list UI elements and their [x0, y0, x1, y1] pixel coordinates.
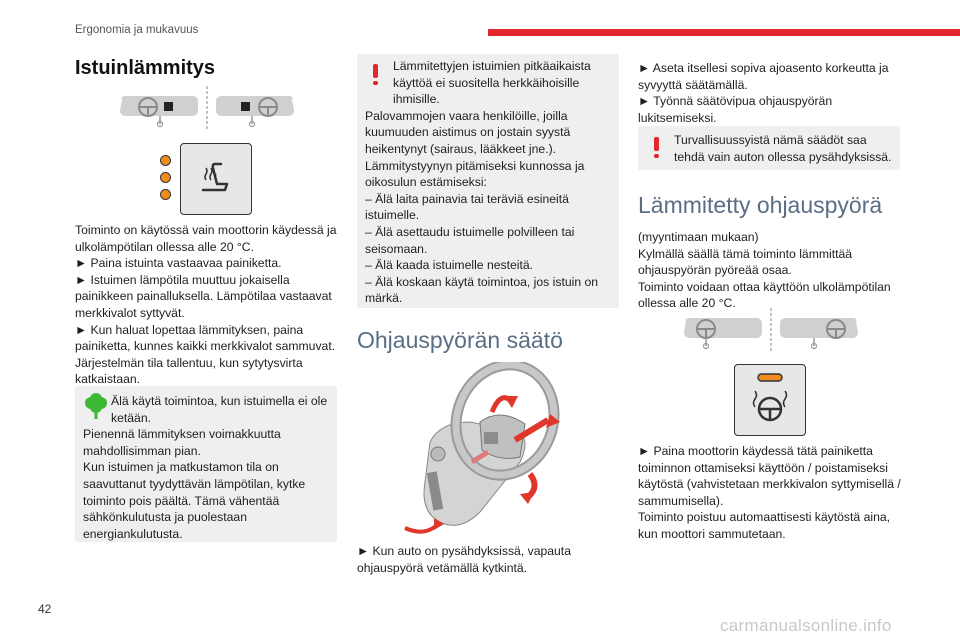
instruction-step: ► Paina istuinta vastaavaa painiketta. [75, 256, 282, 271]
paragraph: Toiminto on käytössä vain moottorin käydessä ja ulkolämpötilan ollessa alle 20 °C. [75, 223, 337, 254]
note-line: – Älä laita painavia tai teräviä esineitä istuimelle. [365, 191, 569, 223]
instruction-step: ► Aseta itsellesi sopiva ajoasento korkeutta ja syvyyttä säätämällä. [638, 61, 889, 92]
paragraph: Toiminto voidaan ottaa käyttöön ulkolämpötilan ollessa alle 20 °C. [638, 279, 891, 311]
lhd-rhd-diagram [676, 308, 866, 352]
steering-wheel-right-icon [216, 96, 294, 127]
note-line: Palovammojen vaara henkilöille, joilla kuumuuden aistimus on jostain syystä heikentynyt (sairaus, lääkkeet jne.). [365, 108, 571, 156]
heated-steering-wheel-button[interactable] [734, 364, 806, 436]
note-line: Älä käytä toimintoa, kun istuimella ei ole ketään. [111, 394, 328, 425]
instruction-step: ► Kun auto on pysähdyksissä, vapauta ohjauspyörä vetämällä kytkintä. [357, 544, 571, 575]
section-header: Ergonomia ja mukavuus [75, 24, 199, 36]
page-number: 42 [38, 602, 52, 616]
note-line: Kun istuimen ja matkustamon tila on saavuttanut tyydyttävän lämpötilan, kytke toiminto pois päältä. Tämä vähentää sähkönkulutusta ja puolestaan energiankulutusta. [83, 460, 306, 541]
steering-wheel-left-icon [120, 96, 198, 127]
section-title-steering-adjustment: Ohjauspyörän säätö [357, 327, 563, 353]
note-line: Lämmitystyynyn pitämiseksi kunnossa ja oikosulun estämiseksi: [365, 158, 585, 190]
instruction-step: ► Paina moottorin käydessä tätä painiketta toiminnon ottamiseksi käyttöön / poistamiseksi käytöstä (vahvistetaan merkkivalon syttymisellä / sammumisella). [638, 444, 901, 508]
eco-note-box [75, 386, 337, 542]
steering-adjustment-instructions [357, 543, 619, 576]
note-line: Pienennä lämmityksen voimakkuutta mahdollisimman pian. [83, 427, 281, 458]
paragraph: Kylmällä säällä tämä toiminto lämmittää ohjauspyörän pyöreää osaa. [638, 246, 853, 278]
seat-heating-instructions [75, 222, 340, 388]
steering-column-adjustment-icon [400, 362, 570, 538]
note-line: – Älä koskaan käytä toimintoa, jos istuin on märkä. [365, 274, 599, 306]
steering-wheel-right-icon [780, 318, 858, 349]
seat-heating-warning-box [357, 54, 619, 308]
heated-steering-wheel-intro [638, 229, 904, 312]
instruction-step: ► Istuimen lämpötila muuttuu jokaisella painikkeen painalluksella. Lämpötilaa vastaavat merkkivalot syttyvät. [75, 272, 332, 320]
seat-heating-led-3 [160, 189, 171, 200]
seat-heating-led-2 [160, 172, 171, 183]
seat-heating-button[interactable] [180, 143, 252, 215]
header-accent-bar [488, 29, 960, 36]
watermark: carmanualsonline.info [720, 616, 892, 635]
lhd-rhd-diagram [112, 86, 302, 130]
note-line: – Älä asettaudu istuimelle polvilleen tai seisomaan. [365, 224, 575, 256]
instruction-step: ► Työnnä säätövipua ohjauspyörän lukitsemiseksi. [638, 94, 833, 125]
note-line: – Älä kaada istuimelle nesteitä. [365, 258, 534, 273]
page-title-seat-heating: Istuinlämmitys [75, 57, 216, 79]
heated-steering-wheel-button-icon [735, 365, 805, 435]
steering-adjustment-steps [638, 60, 904, 126]
seat-heating-button-icon [181, 144, 251, 214]
eco-tree-icon [83, 392, 109, 420]
steering-safety-warning-box [638, 126, 900, 170]
instruction-step: ► Kun haluat lopettaa lämmityksen, paina painiketta, kunnes kaikki merkkivalot sammuvat. [75, 322, 336, 354]
note-line: Turvallisuussyistä nämä säädöt saa tehdä vain auton ollessa pysähdyksissä. [674, 133, 892, 164]
seat-heating-led-1 [160, 155, 171, 166]
paragraph: Toiminto poistuu automaattisesti käytöstä aina, kun moottori sammutetaan. [638, 510, 891, 541]
note-line: Lämmitettyjen istuimien pitkäaikaista käyttöä ei suositella herkkäihoisille ihmisille. [393, 59, 591, 107]
section-title-heated-steering-wheel: Lämmitetty ohjauspyörä [638, 192, 883, 218]
paragraph: Järjestelmän tila tallentuu, kun sytytysvirta katkaistaan. [75, 355, 303, 387]
heated-steering-wheel-instructions [638, 443, 904, 543]
paragraph: (myyntimaan mukaan) [638, 230, 759, 244]
steering-wheel-left-icon [684, 318, 762, 349]
